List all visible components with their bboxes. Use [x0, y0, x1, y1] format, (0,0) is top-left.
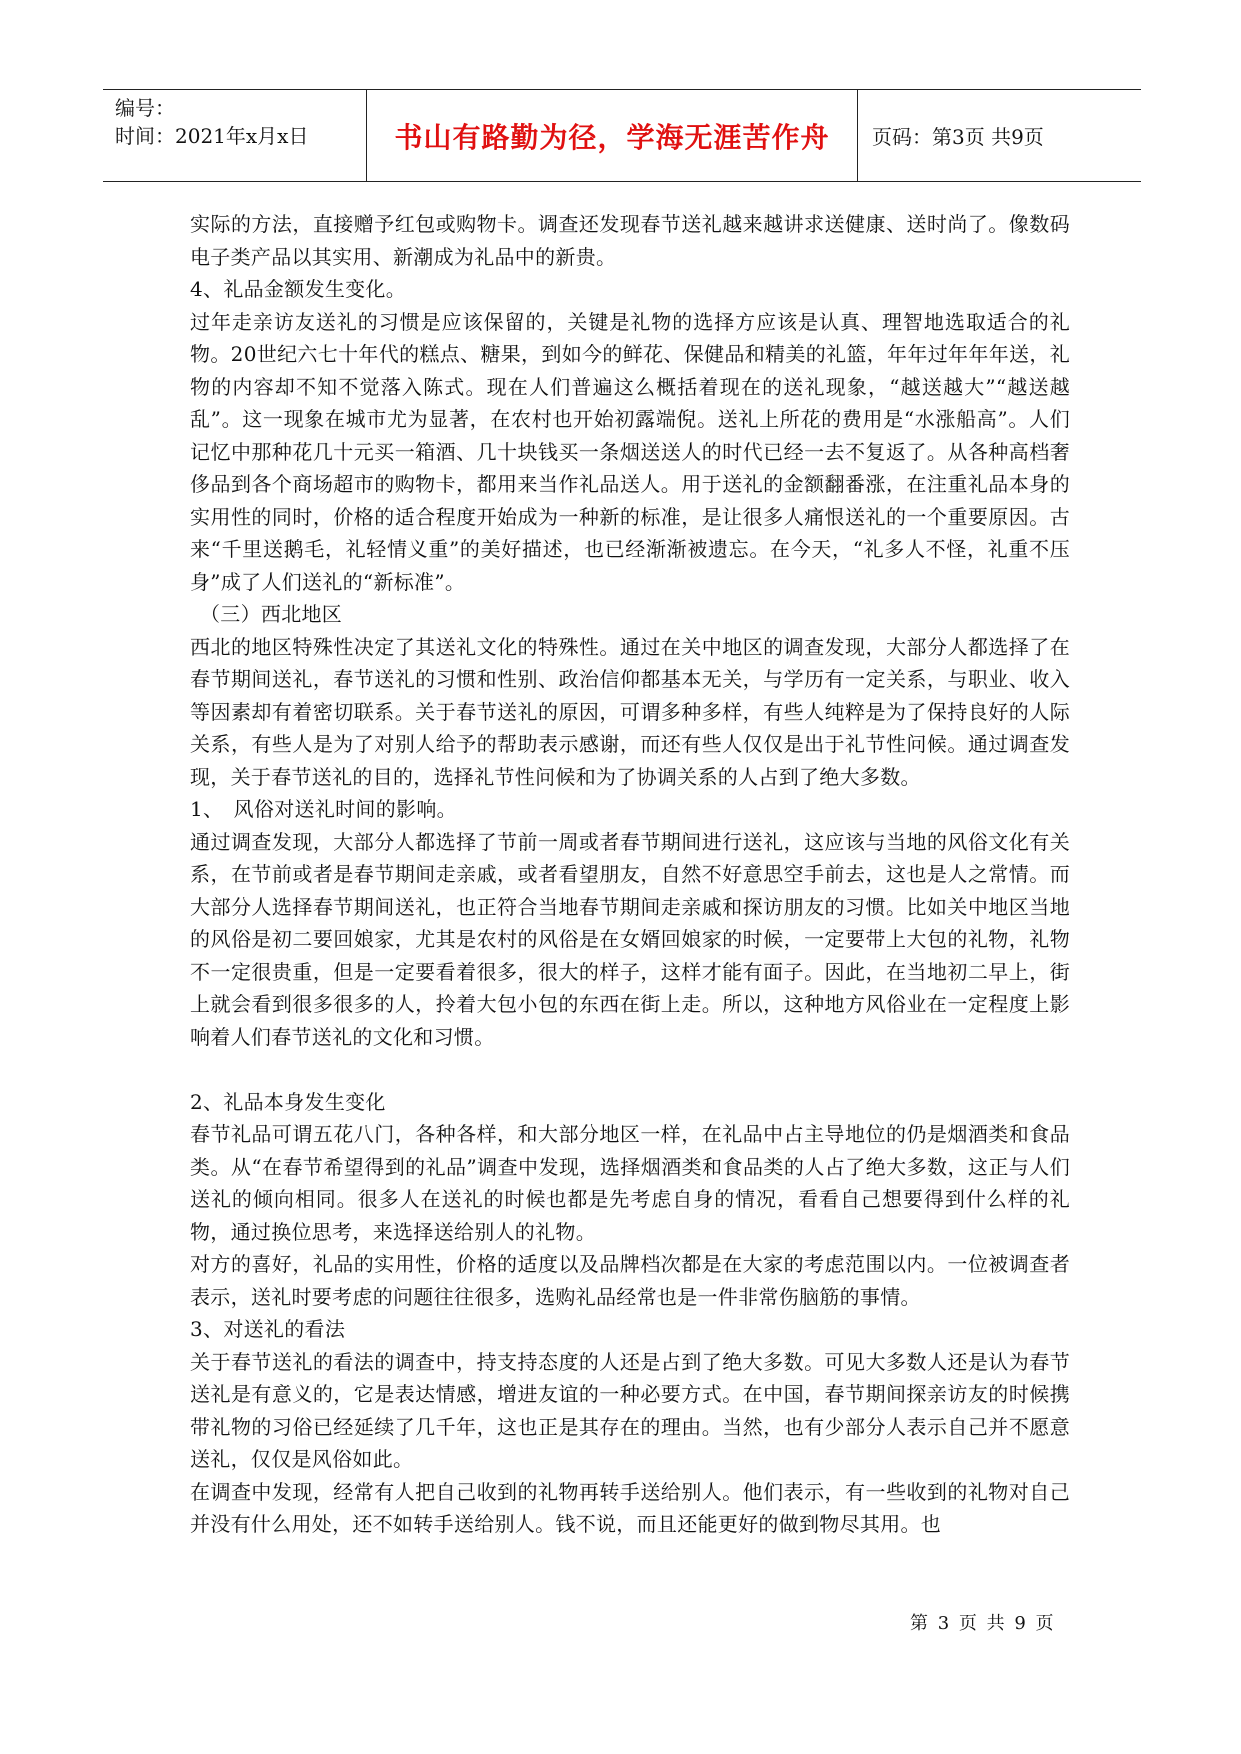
blank-line — [190, 1053, 1070, 1086]
section-heading: 4、礼品金额发生变化。 — [190, 277, 407, 301]
header-motto: 书山有路勤为径，学海无涯苦作舟 — [367, 90, 858, 181]
paragraph: 对方的喜好，礼品的实用性，价格的适度以及品牌档次都是在大家的考虑范围以内。一位被调查者表示，送礼时要考虑的问题往往很多，选购礼品经常也是一件非常伤脑筋的事情。 — [190, 1252, 1070, 1309]
page-footer: 第 3 页 共 9 页 — [910, 1613, 1056, 1634]
paragraph: 在调查中发现，经常有人把自己收到的礼物再转手送给别人。他们表示，有一些收到的礼物对自己并没有什么用处，还不如转手送给别人。钱不说，而且还能更好的做到物尽其用。也 — [190, 1479, 1070, 1536]
paragraph: 通过调查发现，大部分人都选择了节前一周或者春节期间进行送礼，这应该与当地的风俗文化有关系，在节前或者是春节期间走亲戚，或者看望朋友，自然不好意思空手前去，这也是人之常情。而大部分人选择春节期间送礼，也正符合当地春节期间走亲戚和探访朋友的习惯。比如关中地区当地的风俗是初二要回娘家，尤其是农村的风俗是在女婿回娘家的时候，一定要带上大包的礼物，礼物不一定很贵重，但是一定要看着很多，很大的样子，这样才能有面子。因此，在当地初二早上，街上就会看到很多很多的人，拎着大包小包的东西在街上走。所以，这种地方风俗业在一定程度上影响着人们春节送礼的文化和习惯。 — [190, 829, 1070, 1049]
paragraph: 实际的方法，直接赠予红包或购物卡。调查还发现春节送礼越来越讲求送健康、送时尚了。像数码电子类产品以其实用、新潮成为礼品中的新贵。 — [190, 212, 1070, 269]
section-heading: 1、 风俗对送礼时间的影响。 — [190, 797, 457, 821]
section-heading: 2、礼品本身发生变化 — [190, 1089, 386, 1114]
paragraph: 过年走亲访友送礼的习惯是应该保留的，关键是礼物的选择方应该是认真、理智地选取适合的礼物。20世纪六七十年代的糕点、糖果，到如今的鲜花、保健品和精美的礼篮，年年过年年年送，礼物的内容却不知不觉落入陈式。现在人们普遍这么概括着现在的送礼现象，“越送越大”“越送越乱”。这一现象在城市尤为显著，在农村也开始初露端倪。送礼上所花的费用是“水涨船高”。人们记忆中那种花几十元买一箱酒、几十块钱买一条烟送送人的时代已经一去不复返了。从各种高档奢侈品到各个商场超市的购物卡，都用来当作礼品送人。用于送礼的金额翻番涨，在注重礼品本身的实用性的同时，价格的适合程度开始成为一种新的标准，是让很多人痛恨送礼的一个重要原因。古来“千里送鹅毛，礼轻情义重”的美好描述，也已经渐渐被遗忘。在今天，“礼多人不怪，礼重不压身”成了人们送礼的“新标准”。 — [190, 309, 1070, 594]
header-page-label: 页码：第3页 共9页 — [872, 125, 1044, 149]
paragraph: 春节礼品可谓五花八门，各种各样，和大部分地区一样，在礼品中占主导地位的仍是烟酒类和食品类。从“在春节希望得到的礼品”调查中发现，选择烟酒类和食品类的人占了绝大多数，这正与人们送礼的倾向相同。很多人在送礼的时候也都是先考虑自身的情况，看看自己想要得到什么样的礼物，通过换位思考，来选择送给别人的礼物。 — [190, 1122, 1070, 1244]
document-time-label: 时间：2021年x月x日 — [115, 124, 309, 148]
section-heading: 3、对送礼的看法 — [190, 1317, 346, 1341]
document-body — [190, 208, 1070, 1541]
section-heading: （三）西北地区 — [200, 602, 343, 626]
header-meta — [103, 90, 367, 181]
paragraph: 关于春节送礼的看法的调查中，持支持态度的人还是占到了绝大多数。可见大多数人还是认为春节送礼是有意义的，它是表达情感，增进友谊的一种必要方式。在中国，春节期间探亲访友的时候携带礼物的习俗已经延续了几千年，这也正是其存在的理由。当然，也有少部分人表示自己并不愿意送礼，仅仅是风俗如此。 — [190, 1349, 1070, 1471]
paragraph: 西北的地区特殊性决定了其送礼文化的特殊性。通过在关中地区的调查发现，大部分人都选择了在春节期间送礼，春节送礼的习惯和性别、政治信仰都基本无关，与学历有一定关系，与职业、收入等因素却有着密切联系。关于春节送礼的原因，可谓多种多样，有些人纯粹是为了保持良好的人际关系，有些人是为了对别人给予的帮助表示感谢，而还有些人仅仅是出于礼节性问候。通过调查发现，关于春节送礼的目的，选择礼节性问候和为了协调关系的人占到了绝大多数。 — [190, 634, 1070, 789]
page-header — [103, 89, 1141, 182]
document-number-label: 编号： — [115, 96, 175, 120]
